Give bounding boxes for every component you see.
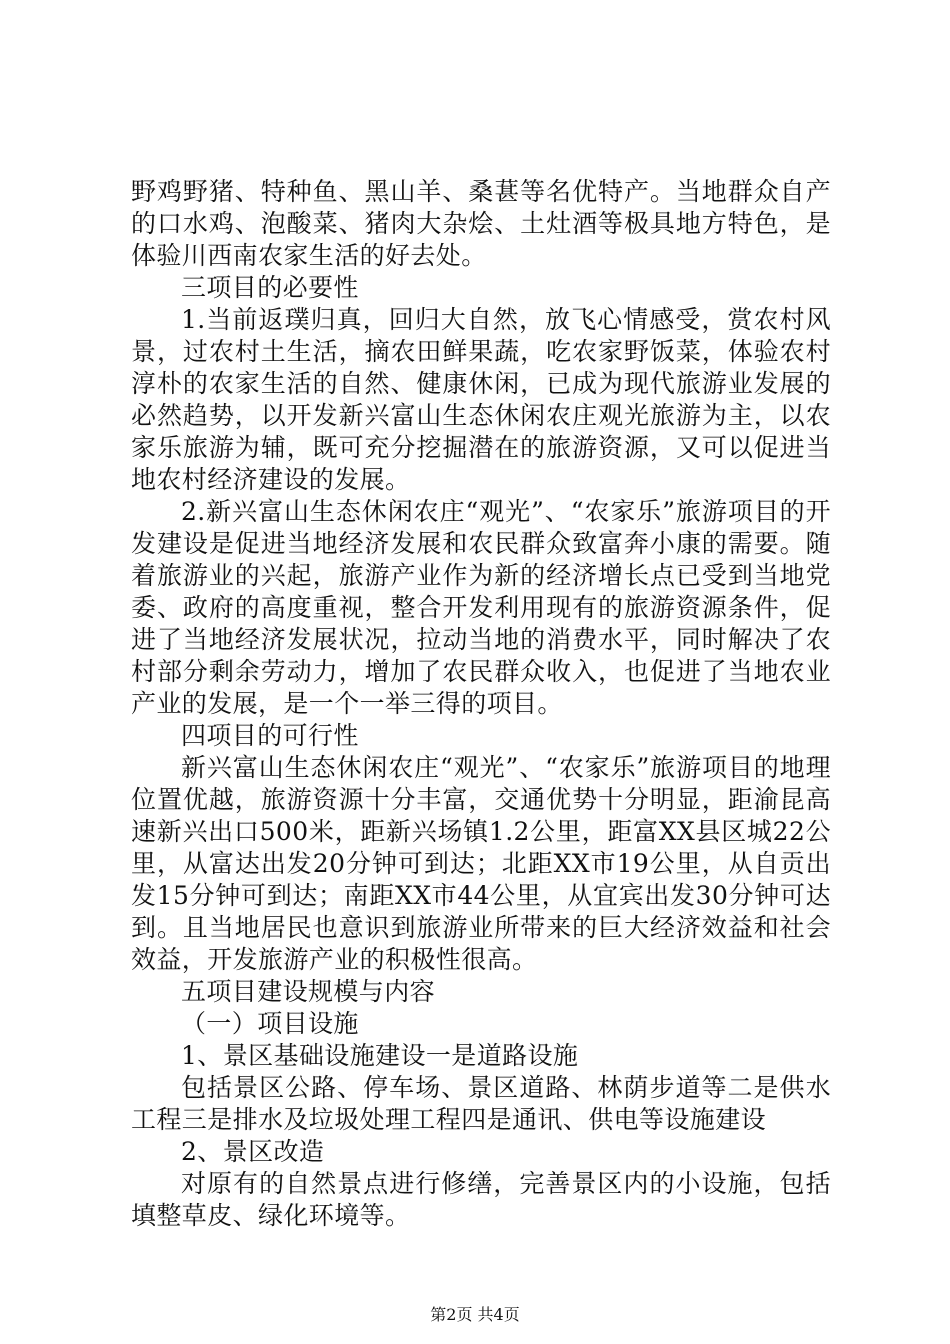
document-body (131, 176, 831, 1232)
item-heading-renovation: 2、景区改造 (181, 1137, 325, 1166)
paragraph-infrastructure: 包括景区公路、停车场、景区道路、林荫步道等二是供水工程三是排水及垃圾处理工程四是通讯、供电等设施建设 (131, 1073, 831, 1134)
section-heading-scale-content: 五项目建设规模与内容 (181, 977, 436, 1006)
paragraph-necessity-1: 1.当前返璞归真，回归大自然，放飞心情感受，赏农村风景，过农村土生活，摘农田鲜果蔬，吃农家野饭菜，体验农村淳朴的农家生活的自然、健康休闲，已成为现代旅游业发展的必然趋势，以开发新兴富山生态休闲农庄观光旅游为主，以农家乐旅游为辅，既可充分挖掘潜在的旅游资源，又可以促进当地农村经济建设的发展。 (131, 305, 831, 494)
section-heading-necessity: 三项目的必要性 (181, 273, 359, 302)
paragraph-necessity-2: 2.新兴富山生态休闲农庄“观光”、“农家乐”旅游项目的开发建设是促进当地经济发展和农民群众致富奔小康的需要。随着旅游业的兴起，旅游产业作为新的经济增长点已受到当地党委、政府的高度重视，整合开发利用现有的旅游资源条件，促进了当地经济发展状况，拉动当地的消费水平，同时解决了农村部分剩余劳动力，增加了农民群众收入，也促进了当地农业产业的发展，是一个一举三得的项目。 (131, 497, 831, 718)
section-heading-feasibility: 四项目的可行性 (181, 721, 359, 750)
item-heading-infrastructure: 1、景区基础设施建设一是道路设施 (181, 1041, 579, 1070)
page-number-footer: 第2页 共4页 (430, 1305, 520, 1324)
paragraph-intro-continued: 野鸡野猪、特种鱼、黑山羊、桑葚等名优特产。当地群众自产的口水鸡、泡酸菜、猪肉大杂烩、土灶酒等极具地方特色，是体验川西南农家生活的好去处。 (131, 177, 831, 270)
paragraph-feasibility: 新兴富山生态休闲农庄“观光”、“农家乐”旅游项目的地理位置优越，旅游资源十分丰富，交通优势十分明显，距渝昆高速新兴出口500米，距新兴场镇1.2公里，距富XX县区城22公里，从富达出发20分钟可到达；北距XX市19公里，从自贡出发15分钟可到达；南距XX市44公里，从宜宾出发30分钟可达到。且当地居民也意识到旅游业所带来的巨大经济效益和社会效益，开发旅游产业的积极性很高。 (131, 753, 831, 974)
paragraph-renovation: 对原有的自然景点进行修缮，完善景区内的小设施，包括填整草皮、绿化环境等。 (131, 1169, 831, 1230)
subsection-heading-facilities: （一）项目设施 (181, 1009, 359, 1038)
